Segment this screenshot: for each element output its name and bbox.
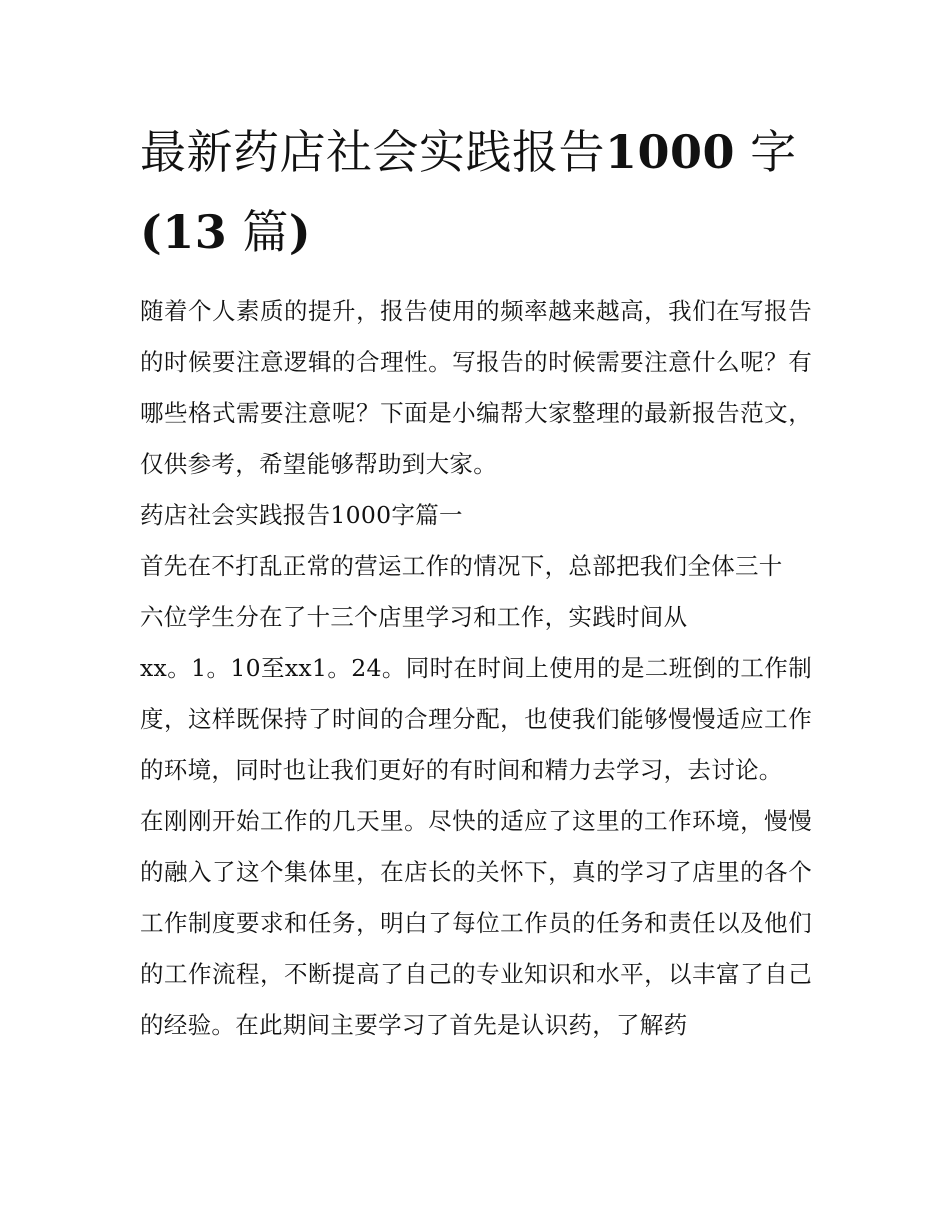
body-paragraph-2: 在刚刚开始工作的几天里。尽快的适应了这里的工作环境，慢慢的融入了这个集体里，在店长的关怀下，真的学习了店里的各个工作制度要求和任务，明白了每位工作员的任务和责任以及他们的工作流程，不断提高了自己的专业知识和水平，以丰富了自己的经验。在此期间主要学习了首先是认识药，了解药: [140, 807, 812, 1039]
title-char: 字: [750, 125, 797, 179]
title-pian: 篇: [242, 205, 289, 259]
title-text: 最新药店社会实践报告: [140, 125, 605, 179]
body-paragraph-1: [140, 541, 812, 796]
body-paragraph-1-rest: xx。1。10至xx1。24。同时在时间上使用的是二班倒的工作制度，这样既保持了时间的合理分配，也使我们能够慢慢适应工作的环境，同时也让我们更好的有时间和精力去学习，去讨论。: [140, 654, 812, 784]
body-paragraph-1-line-1: 首先在不打乱正常的营运工作的情况下，总部把我们全体三十: [140, 552, 783, 580]
document-title: [140, 112, 812, 272]
section-heading: 药店社会实践报告1000字篇一: [140, 501, 463, 529]
title-count-open: (13: [140, 205, 228, 259]
title-number: 1000: [605, 125, 736, 179]
body-paragraph-1-line-2: 六位学生分在了十三个店里学习和工作，实践时间从: [140, 603, 688, 631]
intro-paragraph: 随着个人素质的提升，报告使用的频率越来越高，我们在写报告的时候要注意逻辑的合理性。写报告的时候需要注意什么呢？有哪些格式需要注意呢？下面是小编帮大家整理的最新报告范文，仅供参考，希望能够帮助到大家。: [140, 297, 812, 478]
title-count-close: ): [288, 205, 312, 259]
document-body: [140, 112, 812, 1051]
